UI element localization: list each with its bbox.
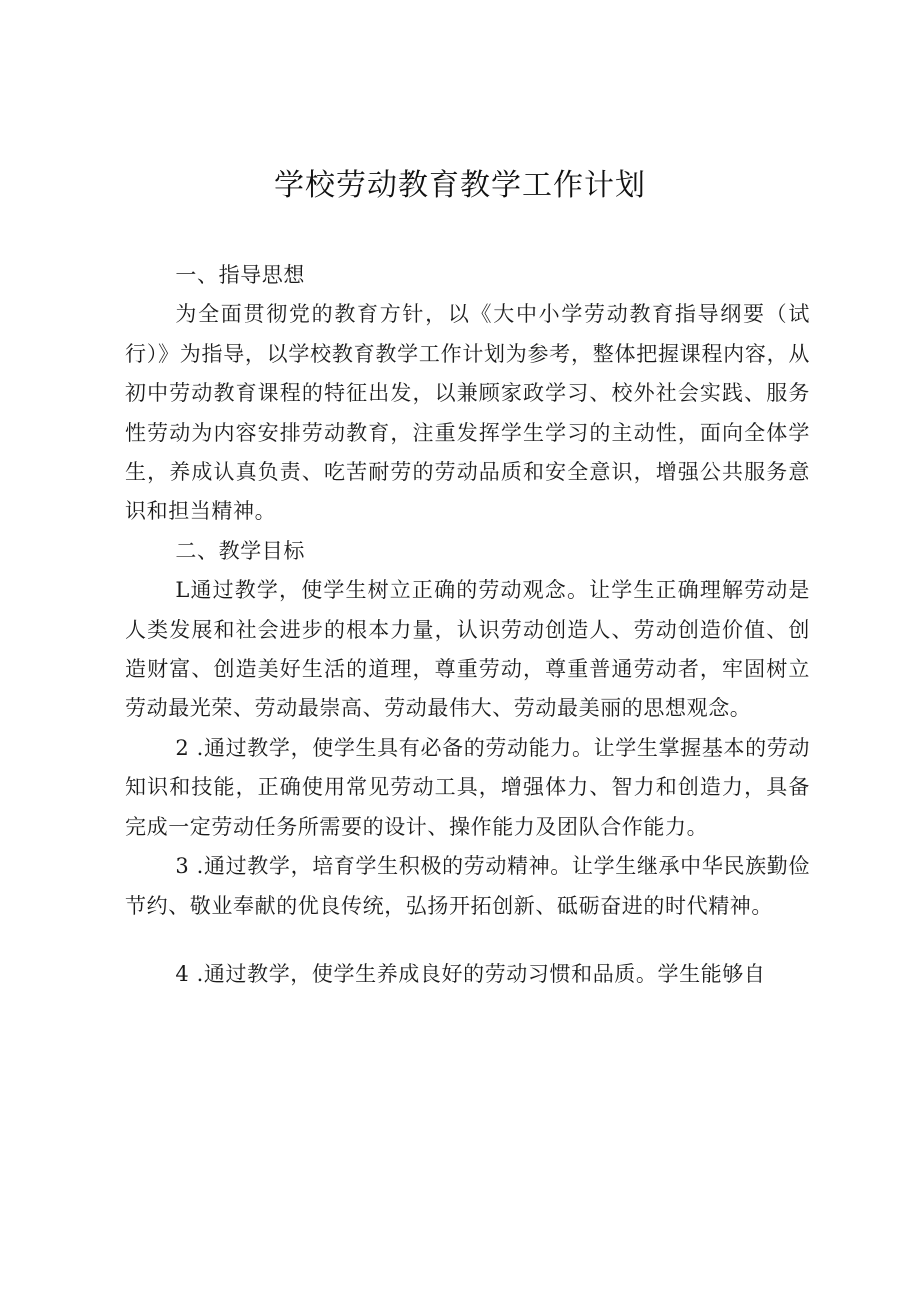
goal-item-3: 3 .通过教学，培育学生积极的劳动精神。让学生继承中华民族勤俭节约、敬业奉献的优良传统，弘扬开拓创新、砥砺奋进的时代精神。 [125, 854, 810, 918]
paragraph-guiding-ideology: 为全面贯彻党的教育方针，以《大中小学劳动教育指导纲要（试行）》为指导，以学校教育教学工作计划为参考，整体把握课程内容，从初中劳动教育课程的特征出发，以兼顾家政学习、校外社会实践、服务性劳动为内容安排劳动教育，注重发挥学生学习的主动性，面向全体学生，养成认真负责、吃苦耐劳的劳动品质和安全意识，增强公共服务意识和担当精神。 [125, 302, 810, 524]
paragraph-gap [125, 926, 810, 955]
section-heading-guiding-ideology: 一、指导思想 [175, 263, 305, 287]
document-body [125, 256, 810, 994]
goal-item-4: 4 .通过教学，使学生养成良好的劳动习惯和品质。学生能够自 [175, 961, 766, 986]
document-title: 学校劳动教育教学工作计划 [274, 168, 646, 203]
section-heading-teaching-goals: 二、教学目标 [175, 538, 305, 563]
goal-item-1: L通过教学，使学生树立正确的劳动观念。让学生正确理解劳动是人类发展和社会进步的根本力量，认识劳动创造人、劳动创造价值、创造财富、创造美好生活的道理，尊重劳动，尊重普通劳动者，牢固树立劳动最光荣、劳动最崇高、劳动最伟大、劳动最美丽的思想观念。 [125, 578, 810, 721]
goal-item-2: 2 .通过教学，使学生具有必备的劳动能力。让学生掌握基本的劳动知识和技能，正确使用常见劳动工具，增强体力、智力和创造力，具备完成一定劳动任务所需要的设计、操作能力及团队合作能力。 [125, 735, 810, 839]
